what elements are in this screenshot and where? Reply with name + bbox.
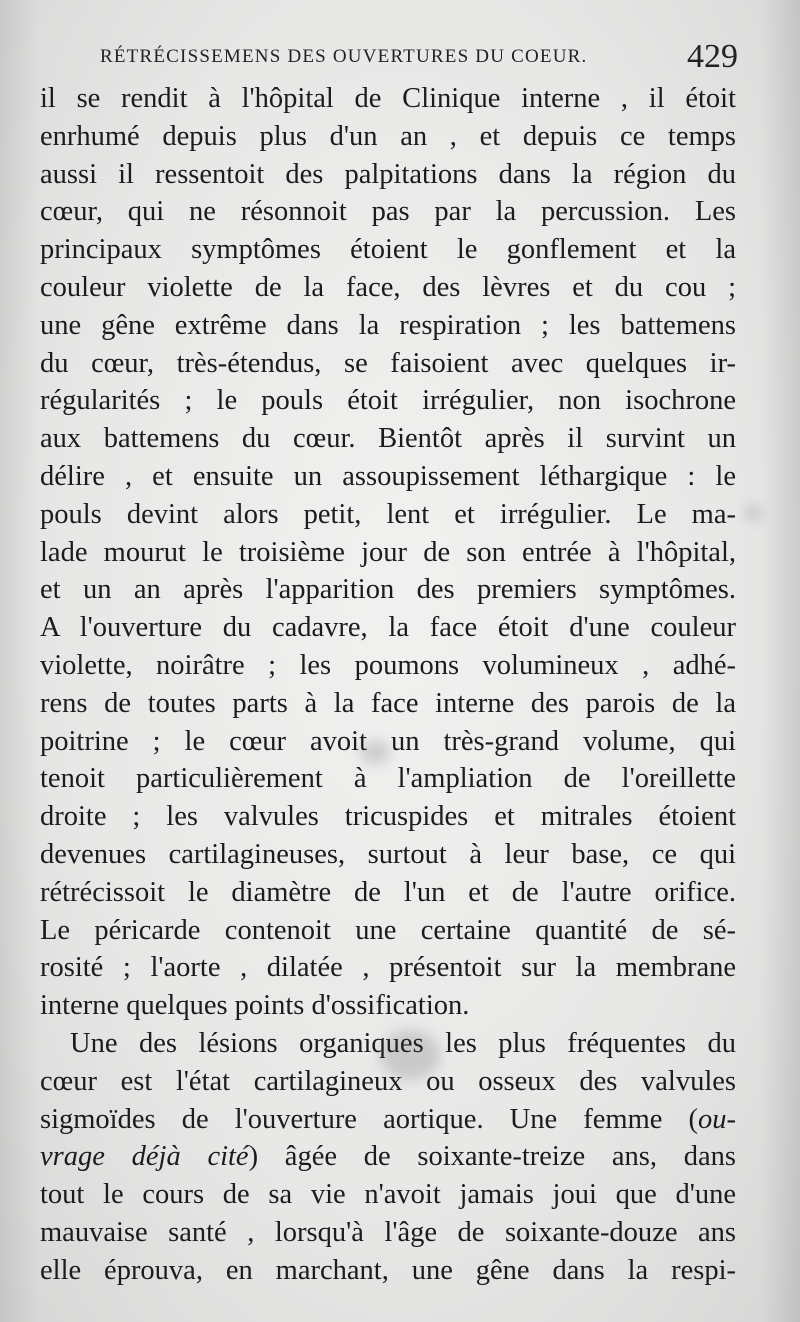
text-line: rétrécissoit le diamètre de l'un et de l'autre orifice. <box>40 876 736 908</box>
text-line: mauvaise santé , lorsqu'à l'âge de soixante-douze ans <box>40 1216 736 1248</box>
running-title: RÉTRÉCISSEMENS DES OUVERTURES DU COEUR. <box>100 46 588 67</box>
text-line: cœur est l'état cartilagineux ou osseux des valvules <box>40 1065 736 1097</box>
text-line: il se rendit à l'hôpital de Clinique interne , il étoit <box>40 83 736 114</box>
text-line: régularités ; le pouls étoit irrégulier, non isochrone <box>40 385 736 417</box>
text-line: aussi il ressentoit des palpitations dans la région du <box>40 158 736 190</box>
text-line <box>40 1138 736 1176</box>
text-line: aux battemens du cœur. Bientôt après il survint un <box>40 423 736 455</box>
text-line: lade mourut le troisième jour de son entrée à l'hôpital, <box>40 536 736 568</box>
text-line <box>40 1101 736 1139</box>
text-line: tout le cours de sa vie n'avoit jamais joui que d'une <box>40 1179 736 1211</box>
text-line: cœur, qui ne résonnoit pas par la percussion. Les <box>40 196 736 228</box>
text-line: pouls devint alors petit, lent et irrégulier. Le ma- <box>40 498 736 530</box>
body-text <box>40 80 736 1290</box>
italic-text-segment: ou- <box>698 1103 736 1135</box>
text-line: délire , et ensuite un assoupissement léthargique : le <box>40 460 736 492</box>
text-line: principaux symptômes étoient le gonflement et la <box>40 234 736 266</box>
text-line: une gêne extrême dans la respiration ; les battemens <box>40 309 736 341</box>
page-number: 429 <box>687 38 738 75</box>
text-line: du cœur, très-étendus, se faisoient avec quelques ir- <box>40 347 736 379</box>
text-line: violette, noirâtre ; les poumons volumineux , adhé- <box>40 649 736 681</box>
text-line: A l'ouverture du cadavre, la face étoit d'une couleur <box>40 612 736 644</box>
page-edge-shadow <box>760 0 800 1322</box>
italic-text-segment: vrage déjà cité <box>40 1141 249 1173</box>
text-line: interne quelques points d'ossification. <box>40 990 470 1022</box>
text-line: droite ; les valvules tricuspides et mitrales étoient <box>40 801 736 833</box>
paragraph-case-report <box>40 80 736 1025</box>
text-line: couleur violette de la face, des lèvres et du cou ; <box>40 271 736 303</box>
text-line: poitrine ; le cœur avoit un très-grand volume, qui <box>40 725 736 757</box>
text-line: devenues cartilagineuses, surtout à leur base, ce qui <box>40 838 736 870</box>
text-line: enrhumé depuis plus d'un an , et depuis ce temps <box>40 120 736 152</box>
text-line: Une des lésions organiques les plus fréquentes du <box>70 1027 736 1059</box>
text-line: Le péricarde contenoit une certaine quantité de sé- <box>40 914 736 946</box>
paper-stain <box>745 505 761 521</box>
text-segment: ) âgée de soixante-treize ans, dans <box>248 1141 736 1173</box>
text-line: et un an après l'apparition des premiers symptômes. <box>40 574 736 606</box>
paragraph-aortic-valves <box>40 1025 736 1290</box>
page-edge-shadow <box>0 0 40 1322</box>
text-line: elle éprouva, en marchant, une gêne dans la respi- <box>40 1254 736 1286</box>
text-segment: sigmoïdes de l'ouverture aortique. Une femme ( <box>40 1103 698 1135</box>
text-line: rens de toutes parts à la face interne des parois de la <box>40 687 736 719</box>
page-header <box>100 40 738 80</box>
text-line: tenoit particulièrement à l'ampliation de l'oreillette <box>40 763 736 795</box>
text-line: rosité ; l'aorte , dilatée , présentoit sur la membrane <box>40 952 736 984</box>
